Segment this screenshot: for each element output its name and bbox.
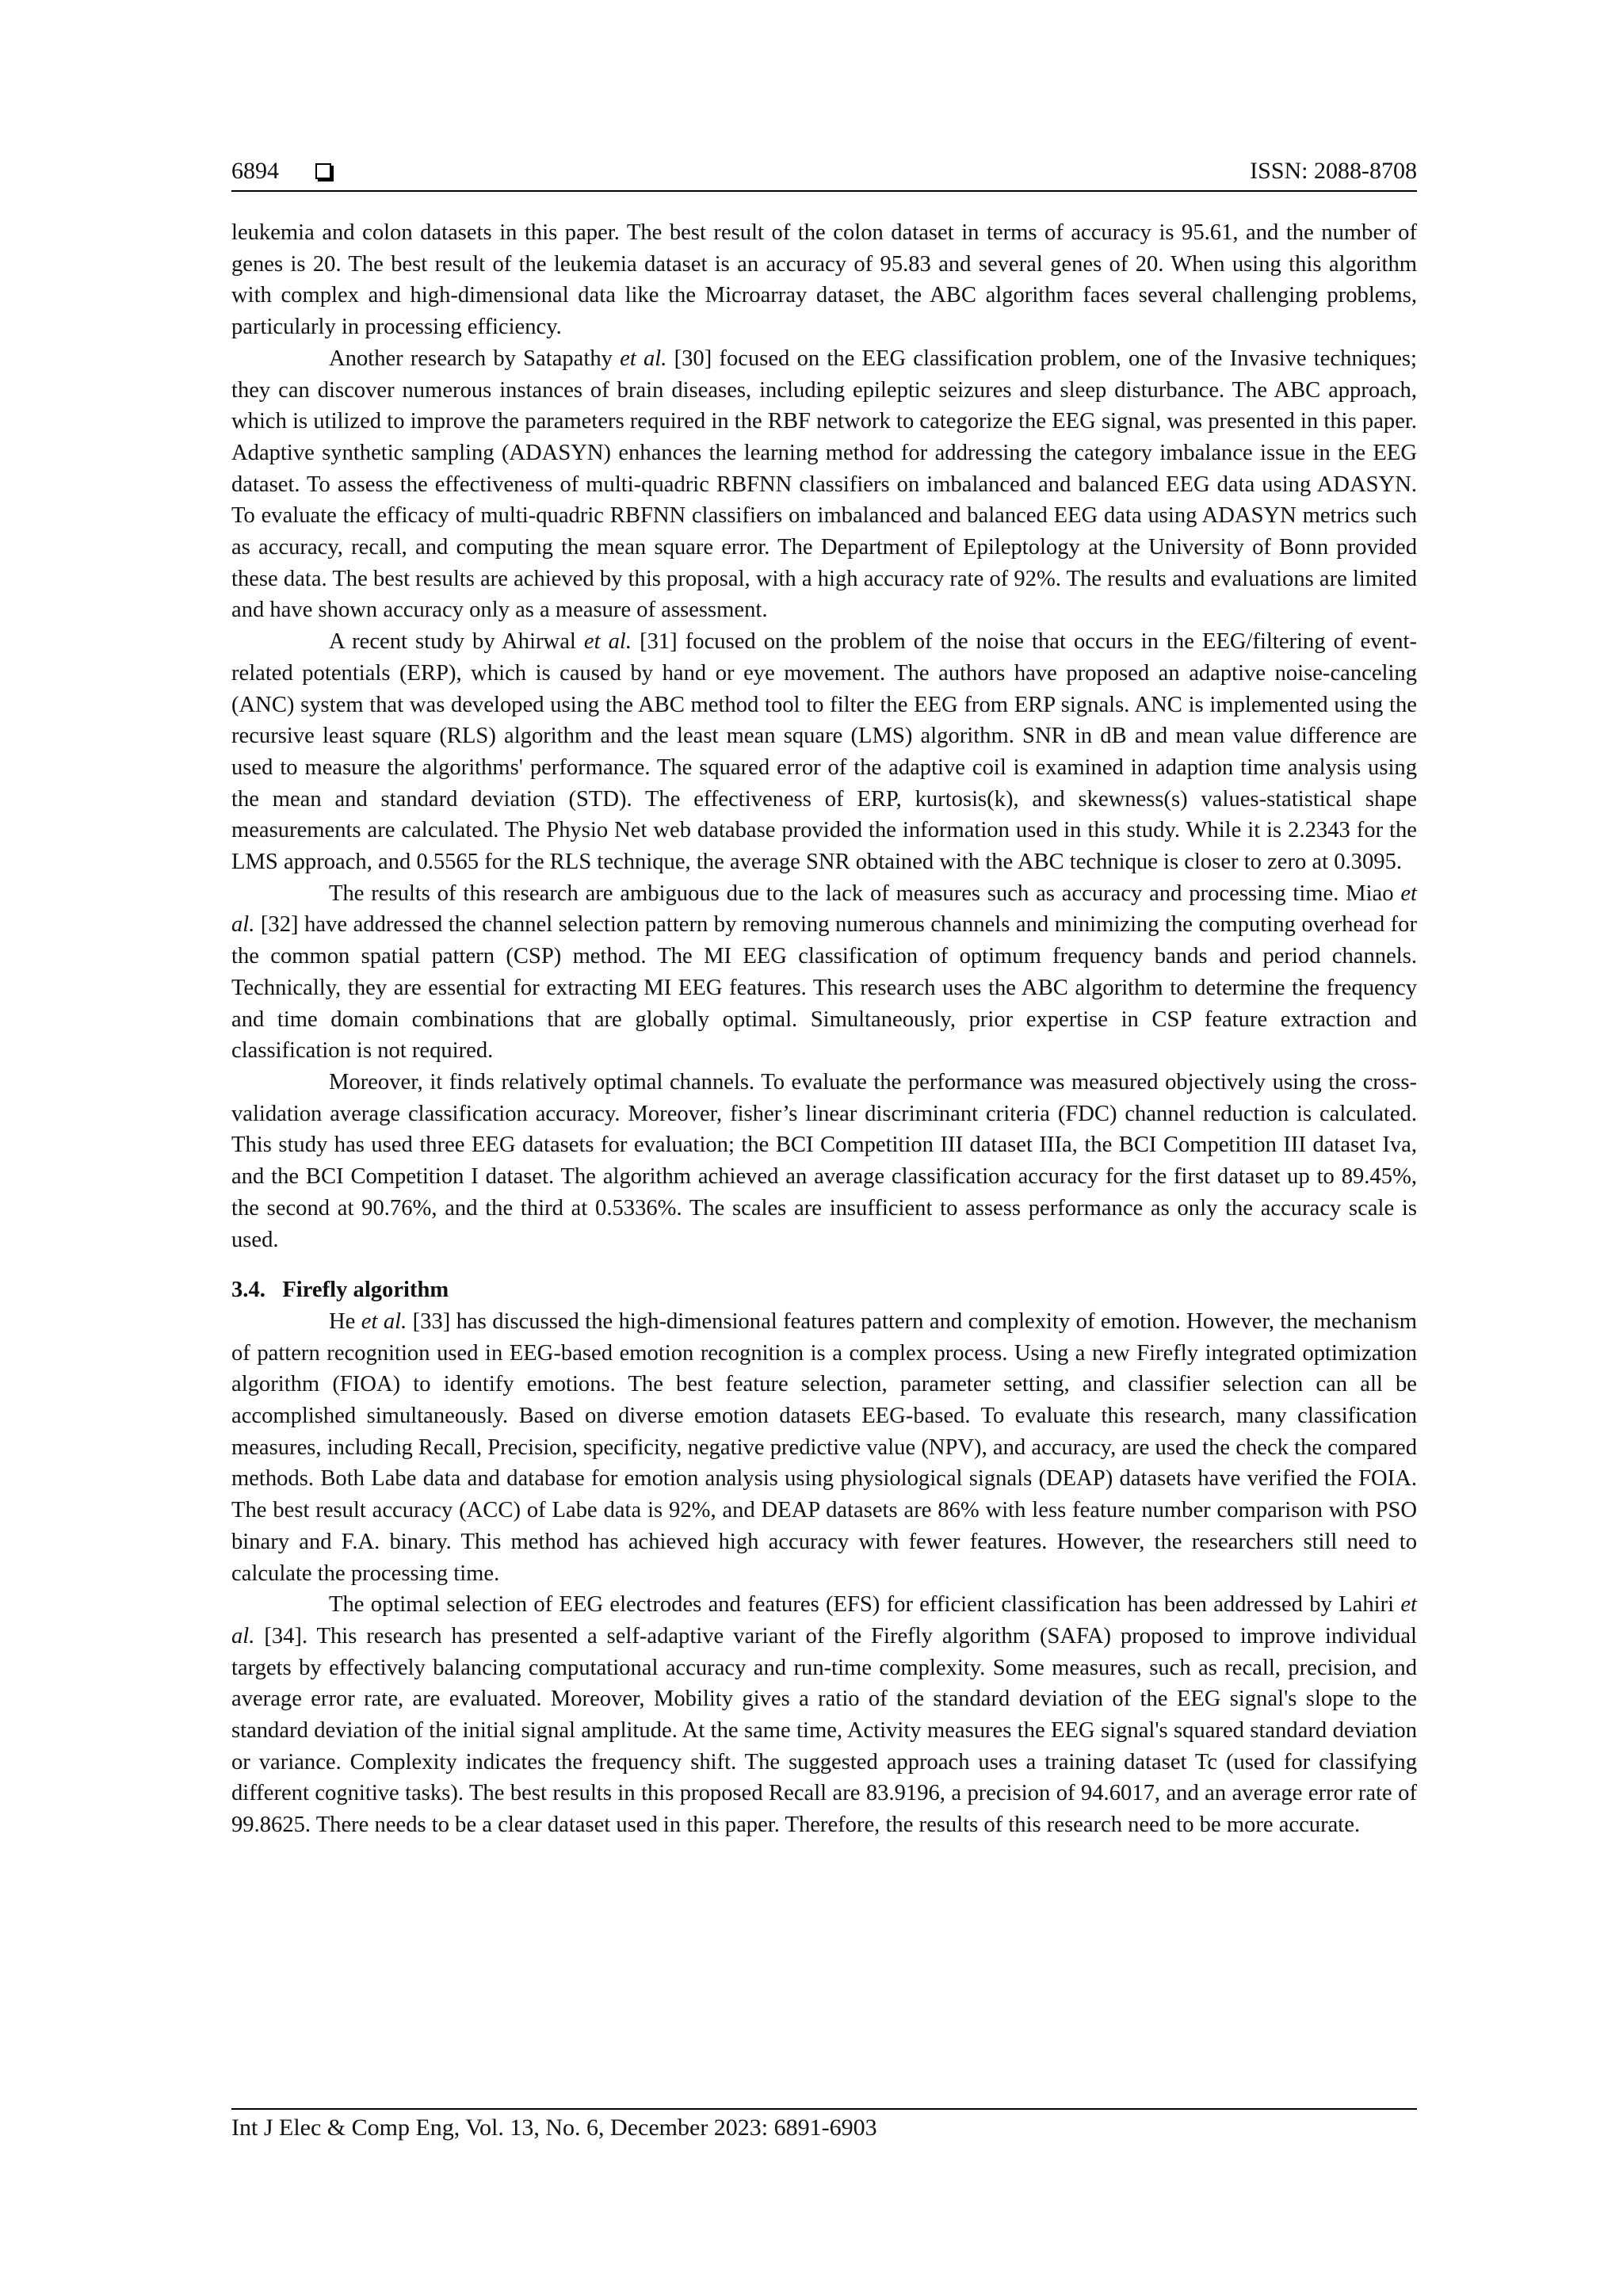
- article-body: [231, 217, 1417, 1841]
- paragraph-4: The results of this research are ambiguous due to the lack of measures such as accuracy and processing time. Miao et al. [32] have addressed the channel selection pattern by removing numerous channels and minimizing the computing overhead for the common spatial pattern (CSP) method. The MI EEG classification of optimum frequency bands and period channels. Technically, they are essential for extracting MI EEG features. This research uses the ABC algorithm to determine the frequency and time domain combinations that are globally optimal. Simultaneously, prior expertise in CSP feature extraction and classification is not required.: [231, 881, 1417, 1064]
- et-al: et al.: [231, 1592, 1417, 1648]
- paragraph-5: Moreover, it finds relatively optimal channels. To evaluate the performance was measured objectively using the cross-validation average classification accuracy. Moreover, fisher’s linear discriminant criteria (FDC) channel reduction is calculated. This study has used three EEG datasets for evaluation; the BCI Competition III dataset IIIa, the BCI Competition III dataset Iva, and the BCI Competition I dataset. The algorithm achieved an average classification accuracy for the first dataset up to 89.45%, the second at 90.76%, and the third at 0.5336%. The scales are insufficient to assess performance as only the accuracy scale is used.: [231, 1069, 1417, 1252]
- page-footer: [231, 2108, 1417, 2141]
- issn: ISSN: 2088-8708: [1250, 158, 1417, 184]
- header-left: [231, 158, 331, 185]
- paragraph-2: Another research by Satapathy et al. [30] focused on the EEG classification problem, one of the Invasive techniques; they can discover numerous instances of brain diseases, including epileptic seizures and sleep disturbance. The ABC approach, which is utilized to improve the parameters required in the RBF network to categorize the EEG signal, was presented in this paper. Adaptive synthetic sampling (ADASYN) enhances the learning method for addressing the category imbalance issue in the EEG dataset. To assess the effectiveness of multi-quadric RBFNN classifiers on imbalanced and balanced EEG data using ADASYN. To evaluate the efficacy of multi-quadric RBFNN classifiers on imbalanced and balanced EEG data using ADASYN metrics such as accuracy, recall, and computing the mean square error. The Department of Epileptology at the University of Bonn provided these data. The best results are achieved by this proposal, with a high accuracy rate of 92%. The results and evaluations are limited and have shown accuracy only as a measure of assessment.: [231, 346, 1417, 623]
- et-al: et al.: [583, 629, 632, 655]
- et-al: et al.: [620, 346, 667, 371]
- paragraph-7: The optimal selection of EEG electrodes and features (EFS) for efficient classification has been addressed by Lahiri et al. [34]. This research has presented a self-adaptive variant of the Firefly algorithm (SAFA) proposed to improve individual targets by effectively balancing computational accuracy and run-time complexity. Some measures, such as recall, precision, and average error rate, are evaluated. Moreover, Mobility gives a ratio of the standard deviation of the EEG signal's slope to the standard deviation of the initial signal amplitude. At the same time, Activity measures the EEG signal's squared standard deviation or variance. Complexity indicates the frequency shift. The suggested approach uses a training dataset Tc (used for classifying different cognitive tasks). The best results in this proposed Recall are 83.9196, a precision of 94.6017, and an average error rate of 99.8625. There needs to be a clear dataset used in this paper. Therefore, the results of this research need to be more accurate.: [231, 1592, 1417, 1838]
- page-number: 6894: [231, 158, 279, 184]
- section-heading: 3.4. Firefly algorithm: [231, 1278, 449, 1303]
- paragraph-1: leukemia and colon datasets in this paper. The best result of the colon dataset in terms of accuracy is 95.61, and the number of genes is 20. The best result of the leukemia dataset is an accuracy of 95.83 and several genes of 20. When using this algorithm with complex and high-dimensional data like the Microarray dataset, the ABC algorithm faces several challenging problems, particularly in processing efficiency.: [231, 220, 1417, 340]
- square-bullet-icon: [315, 163, 331, 179]
- paragraph-6: He et al. [33] has discussed the high-dimensional features pattern and complexity of emotion. However, the mechanism of pattern recognition used in EEG-based emotion recognition is a complex process. Using a new Firefly integrated optimization algorithm (FIOA) to identify emotions. The best feature selection, parameter setting, and classifier selection can all be accomplished simultaneously. Based on diverse emotion datasets EEG-based. To evaluate this research, many classification measures, including Recall, Precision, specificity, negative predictive value (NPV), and accuracy, are used the check the compared methods. Both Labe data and database for emotion analysis using physiological signals (DEAP) datasets have verified the FOIA. The best result accuracy (ACC) of Labe data is 92%, and DEAP datasets are 86% with less feature number comparison with PSO binary and F.A. binary. This method has achieved high accuracy with fewer features. However, the researchers still need to calculate the processing time.: [231, 1308, 1417, 1586]
- paragraph-3: A recent study by Ahirwal et al. [31] focused on the problem of the noise that occurs in the EEG/filtering of event-related potentials (ERP), which is caused by hand or eye movement. The authors have proposed an adaptive noise-canceling (ANC) system that was developed using the ABC method tool to filter the EEG from ERP signals. ANC is implemented using the recursive least square (RLS) algorithm and the least mean square (LMS) algorithm. SNR in dB and mean value difference are used to measure the algorithms' performance. The squared error of the adaptive coil is examined in adaption time analysis using the mean and standard deviation (STD). The effectiveness of ERP, kurtosis(k), and skewness(s) values-statistical shape measurements are calculated. The Physio Net web database provided the information used in this study. While it is 2.2343 for the LMS approach, and 0.5565 for the RLS technique, the average SNR obtained with the ABC technique is closer to zero at 0.3095.: [231, 629, 1417, 875]
- journal-citation: Int J Elec & Comp Eng, Vol. 13, No. 6, December 2023: 6891-6903: [231, 2115, 877, 2141]
- et-al: et al.: [231, 881, 1417, 938]
- et-al: et al.: [361, 1308, 407, 1334]
- page-header: [231, 152, 1417, 192]
